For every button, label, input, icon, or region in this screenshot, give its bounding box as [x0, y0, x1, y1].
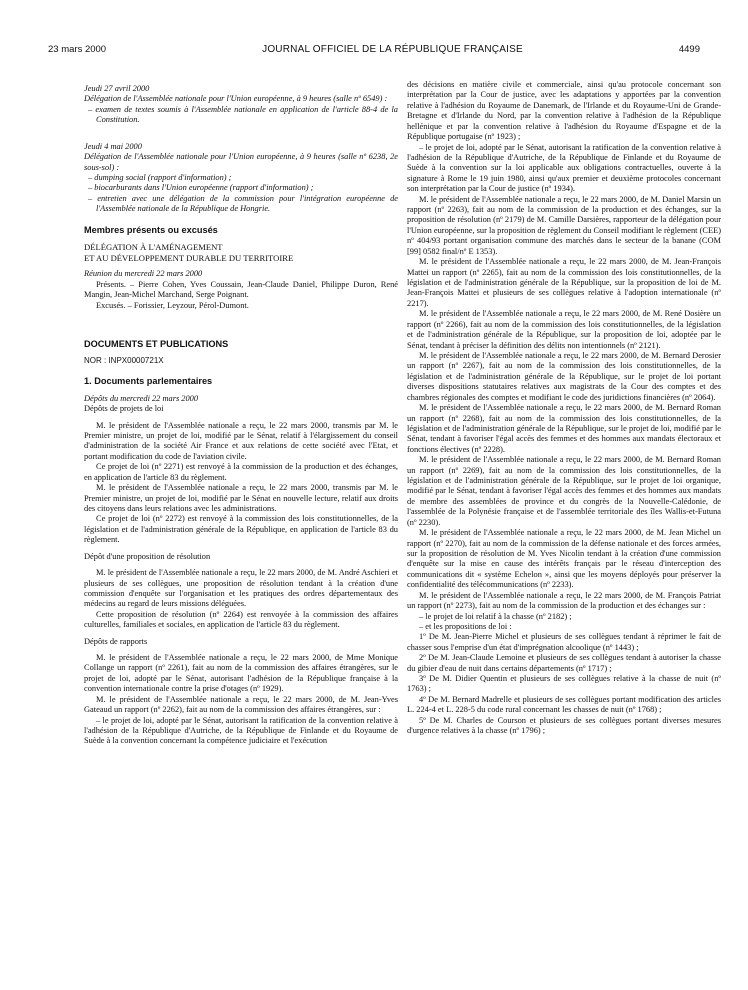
paragraph: M. le président de l'Assemblée nationale a reçu, le 22 mars 2000, de M. André Aschieri et plusieurs de ses collègues, une proposition de résolution tendant à la création d'une commission d'enquête sur l'organisation et les pratiques des ordres départementaux des médecins au regard de leurs missions déléguées.: [84, 568, 398, 609]
paragraph: M. le président de l'Assemblée nationale a reçu, le 22 mars 2000, transmis par M. le Premier ministre, un projet de loi, modifié par le Sénat en nouvelle lecture, relatif aux droits des citoyens dans leurs relations avec les administrations.: [84, 483, 398, 513]
paragraph: M. le président de l'Assemblée nationale a reçu, le 22 mars 2000, de M. François Patriat un rapport (nº 2273), fait au nom de la commission de la production et des échanges sur :: [407, 590, 721, 611]
subsection-heading: Dépôt d'une proposition de résolution: [84, 551, 211, 561]
journal-title: JOURNAL OFFICIEL DE LA RÉPUBLIQUE FRANÇAISE: [262, 43, 523, 55]
paragraph: M. le président de l'Assemblée nationale a reçu, le 22 mars 2000, transmis par M. le Premier ministre, un projet de loi, modifié par le Sénat, relatif à l'élargissement du conseil d'administration de la société Air France et aux relations de cette société avec l'Etat, et portant modification du code de l'aviation civile.: [84, 420, 398, 461]
paragraph: M. le président de l'Assemblée nationale a reçu, le 22 mars 2000, de M. Bernard Derosier un rapport (nº 2267), fait au nom de la commission des lois constitutionnelles, de la législation et de l'administration générale de la République, sur le projet de loi portant diverses dispositions statutaires relatives aux magistrats de la Cour des comptes et des chambres régionales des comptes et modifiant le code des juridictions financières (nº 2064).: [407, 350, 721, 402]
right-column: [407, 80, 721, 737]
agenda-item: – biocarburants dans l'Union européenne (rapport d'information) ;: [88, 183, 314, 193]
members-heading: Membres présents ou excusés: [84, 224, 218, 235]
agenda-item: – examen de textes soumis à l'Assemblée nationale en application de l'article 88-4 de la Constitution.: [88, 104, 398, 125]
paragraph: M. le président de l'Assemblée nationale a reçu, le 22 mars 2000, de M. Jean-Yves Gateaud un rapport (nº 2262), fait au nom de la commission des affaires étrangères, sur :: [84, 694, 398, 715]
paragraph: M. le président de l'Assemblée nationale a reçu, le 22 mars 2000, de M. Daniel Marsin un rapport (nº 2263), fait au nom de la commission de la production et des échanges, sur la proposition de résolution (nº 2179) de M. Camille Darsières, rapporteur de la délégation pour l'Union européenne, sur la proposition de règlement du Conseil modifiant le règlement (CEE) nº 404/93 portant organisation commune des marchés dans le secteur de la banane (COM [99] 0582 final/nº E 1353).: [407, 194, 721, 256]
list-item: 2º De M. Jean-Claude Lemoine et plusieurs de ses collègues tendant à autoriser la chasse du gibier d'eau de nuit dans certains départements (nº 1717) ;: [407, 653, 721, 673]
header-date: 23 mars 2000: [48, 43, 107, 55]
excused-members: Excusés. – Forissier, Leyzour, Pérol-Dumont.: [96, 300, 249, 310]
delegation-name: ET AU DÉVELOPPEMENT DURABLE DU TERRITOIRE: [84, 252, 294, 263]
agenda-entry: Délégation de l'Assemblée nationale pour l'Union européenne, à 9 heures (salle nº 6238, 2e sous-sol) :: [84, 152, 398, 172]
subsection-heading: Dépôts de projets de loi: [84, 404, 164, 414]
left-column: [84, 84, 398, 747]
nor-reference: NOR : INPX0000721X: [84, 356, 164, 366]
list-item: 3º De M. Didier Quentin et plusieurs de ses collègues relative à la chasse de nuit (nº 1763) ;: [407, 674, 721, 694]
section-heading: 1. Documents parlementaires: [84, 376, 213, 387]
subsection-heading: Dépôts de rapports: [84, 636, 148, 646]
session-date: Jeudi 27 avril 2000: [84, 84, 150, 93]
paragraph: M. le président de l'Assemblée nationale a reçu, le 22 mars 2000, de M. Jean Michel un rapport (nº 2270), fait au nom de la commission de la défense nationale et des forces armées, sur la proposition de résolution de M. Yves Nicolin tendant à la création d'une commission d'enquête sur la mise en cause des intérêts français par le réseau d'interception des communications dit « système Echelon », ainsi que les moyens déployés pour préserver la confidentialité des télécommunications (nº 2233).: [407, 528, 721, 590]
paragraph: M. le président de l'Assemblée nationale a reçu, le 22 mars 2000, de M. Bernard Roman un rapport (nº 2268), fait au nom de la commission des lois constitutionnelles, de la législation et de l'administration générale de la République, sur le projet de loi, modifié par le Sénat, tendant à favoriser l'égal accès des femmes et des hommes aux mandats électoraux et fonctions électives (nº 2228).: [407, 403, 721, 454]
paragraph: des décisions en matière civile et commerciale, ainsi qu'au protocole concernant son interprétation par la Cour de justice, avec les adaptations y apportées par la convention relative à l'adhésion du Royaume de Danemark, de l'Irlande et du Royaume-Uni de Grande-Bretagne et d'Irlande du Nord, par la convention relative à l'adhésion de la République hellénique et par la convention relative à l'adhésion du Royaume d'Espagne et de la République portugaise (nº 1923) ;: [407, 80, 721, 142]
paragraph: M. le président de l'Assemblée nationale a reçu, le 22 mars 2000, de M. Bernard Roman un rapport (nº 2269), fait au nom de la commission des lois constitutionnelles, de la législation et de l'administration générale de la République, sur le projet de loi organique, modifié par le Sénat, tendant à favoriser l'égal accès des femmes et des hommes aux mandats de membre des assemblées de province et du congrès de la Nouvelle-Calédonie, de l'assemblée de la Polynésie française et de l'assemblée territoriale des îles Wallis-et-Futuna (nº 2230).: [407, 455, 721, 527]
page-header: [48, 42, 700, 56]
agenda-item: – dumping social (rapport d'information) ;: [88, 172, 232, 182]
agenda-entry: Délégation de l'Assemblée nationale pour l'Union européenne, à 9 heures (salle nº 6549) :: [84, 94, 388, 104]
agenda-item: – entretien avec une délégation de la commission pour l'intégration européenne de l'Assemblée nationale de la République de Hongrie.: [88, 193, 398, 214]
list-item: 1º De M. Jean-Pierre Michel et plusieurs de ses collègues tendant à réprimer le fait de chasser sous l'emprise d'un état d'imprégnation alcoolique (nº 1443) ;: [407, 632, 721, 652]
meeting-date: Réunion du mercredi 22 mars 2000: [84, 269, 203, 279]
documents-heading: DOCUMENTS ET PUBLICATIONS: [84, 339, 229, 350]
session-date: Jeudi 4 mai 2000: [84, 141, 142, 151]
list-item: 4º De M. Bernard Madrelle et plusieurs de ses collègues portant modification des articles L. 224-4 et L. 228-5 du code rural concernant les chasses de nuit (nº 1768) ;: [407, 694, 721, 715]
list-item: – et les propositions de loi :: [419, 621, 512, 631]
delegation-name: DÉLÉGATION À L'AMÉNAGEMENT: [84, 242, 223, 253]
present-members: Présents. – Pierre Cohen, Yves Coussain, Jean-Claude Daniel, Philippe Duron, René Mangin, Jean-Michel Marchand, Serge Poignant.: [84, 279, 398, 300]
paragraph: Ce projet de loi (nº 2272) est renvoyé à la commission des lois constitutionnelles, de la législation et de l'administration générale de la République, en application de l'article 83 du règlement.: [84, 514, 398, 545]
list-item: 5º De M. Charles de Courson et plusieurs de ses collègues portant diverses mesures d'urgence relatives à la chasse (nº 1796) ;: [407, 715, 721, 736]
paragraph: M. le président de l'Assemblée nationale a reçu, le 22 mars 2000, de Mme Monique Collange un rapport (nº 2261), fait au nom de la commission des affaires étrangères, sur le projet de loi, adopté par le Sénat, autorisant l'adhésion de la République française à la convention internationale contre la prise d'otages (nº 1929).: [84, 653, 398, 694]
paragraph: Cette proposition de résolution (nº 2264) est renvoyée à la commission des affaires culturelles, familiales et sociales, en application de l'article 83 du règlement.: [84, 609, 398, 630]
paragraph: – le projet de loi, adopté par le Sénat, autorisant la ratification de la convention relative à l'adhésion de la République d'Autriche, de la République de Finlande et du Royaume de Suède à la convention concernant la compétence judiciaire et l'exécution: [84, 715, 398, 746]
paragraph: M. le président de l'Assemblée nationale a reçu, le 22 mars 2000, de M. René Dosière un rapport (nº 2266), fait au nom de la commission des lois constitutionnelles, de la législation et de l'administration générale de la République, sur la proposition de loi, adoptée par le Sénat, tendant à préciser la définition des délits non intentionnels (nº 2121).: [407, 309, 721, 350]
paragraph: – le projet de loi, adopté par le Sénat, autorisant la ratification de la convention relative à l'adhésion de la République d'Autriche, de la République de Finlande et du Royaume de Suède à la convention sur la loi applicable aux obligations contractuelles, ouverte à la signature à Rome le 19 juin 1980, ainsi qu'aux premier et deuxième protocoles concernant son interprétation par la Cour de justice (nº 1934).: [407, 142, 721, 194]
page-number: 4499: [678, 43, 700, 55]
list-item: – le projet de loi relatif à la chasse (nº 2182) ;: [419, 611, 572, 621]
deposits-date: Dépôts du mercredi 22 mars 2000: [84, 393, 199, 403]
paragraph: M. le président de l'Assemblée nationale a reçu, le 22 mars 2000, de M. Jean-François Mattei un rapport (nº 2265), fait au nom de la commission des lois constitutionnelles, de la législation et de l'administration générale de la République, sur la proposition de loi de M. Jean-François Mattei et plusieurs de ses collègues relative à l'adoption internationale (nº 2217).: [407, 257, 721, 308]
paragraph: Ce projet de loi (nº 2271) est renvoyé à la commission de la production et des échanges, en application de l'article 83 du règlement.: [84, 462, 398, 482]
